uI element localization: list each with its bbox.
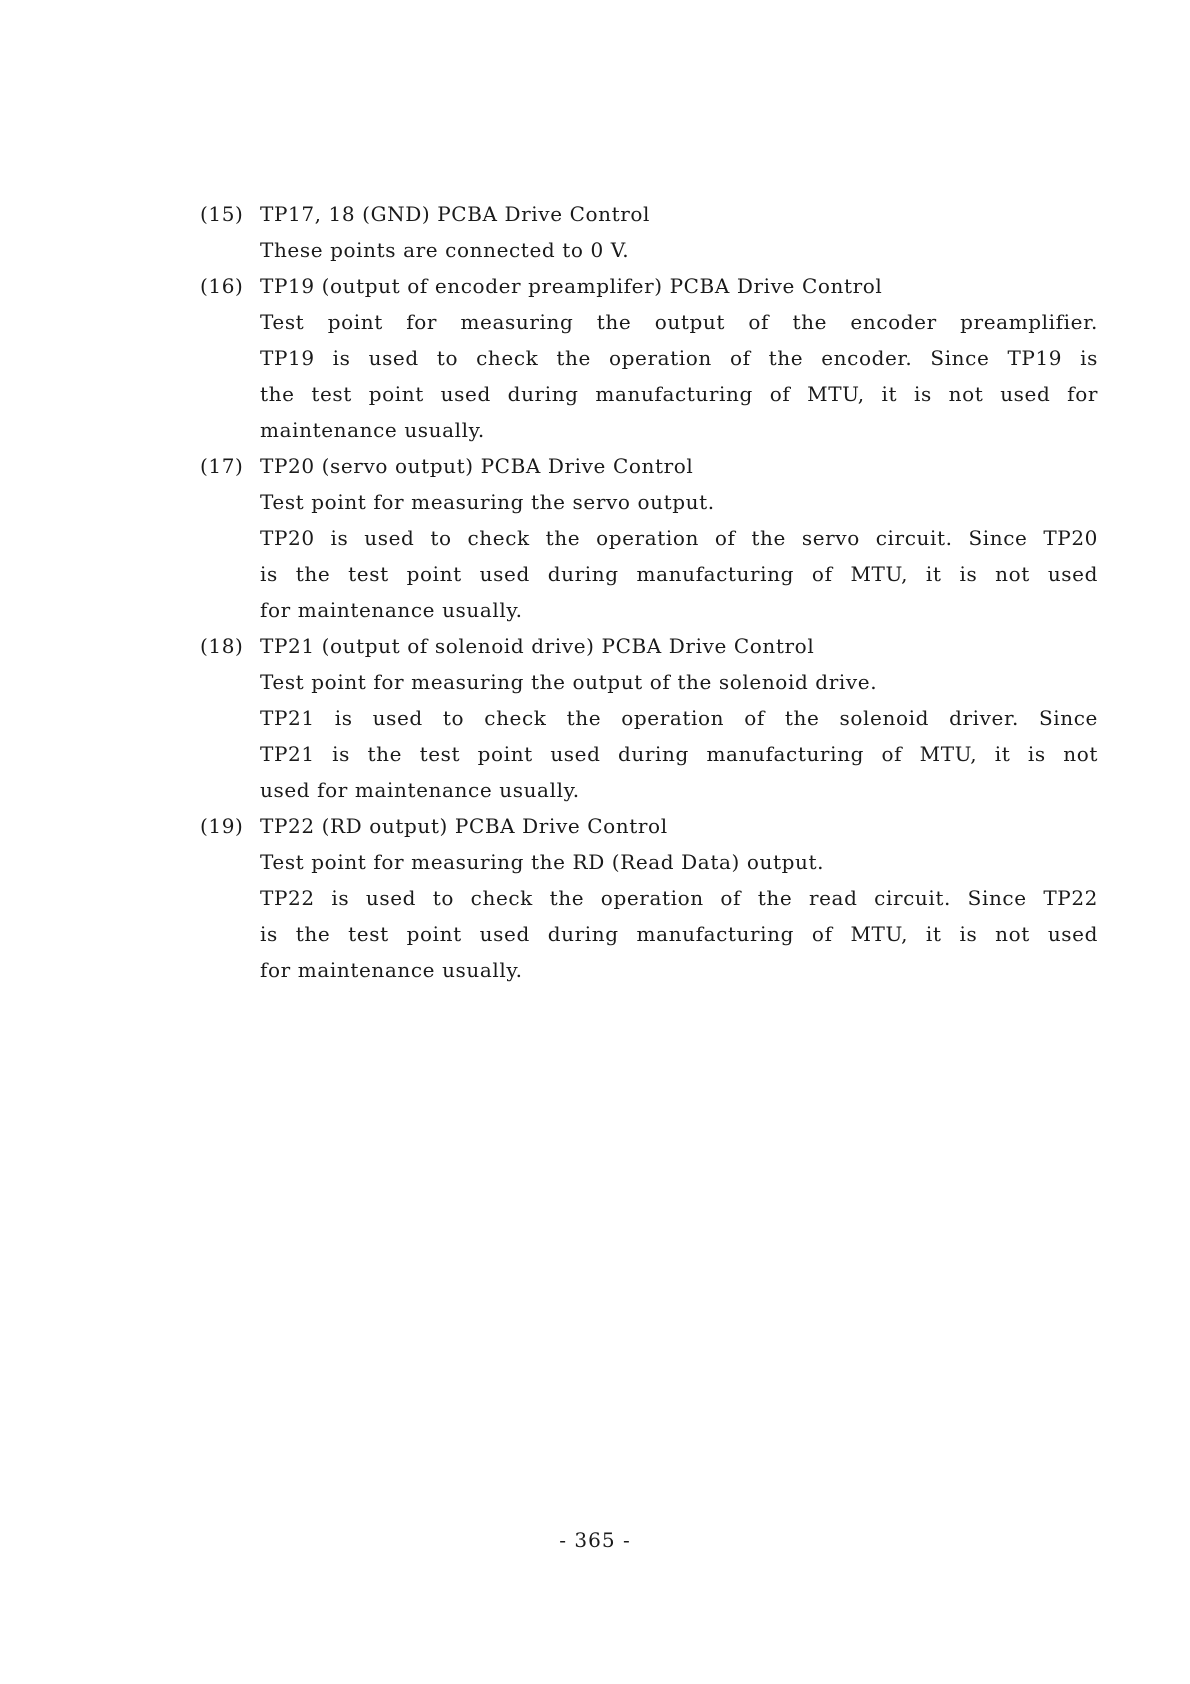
- item-heading: TP20 (servo output) PCBA Drive Control: [260, 454, 694, 478]
- body-line: Test point for measuring the output of the solenoid drive.: [260, 670, 878, 694]
- list-item-15: [200, 196, 1100, 268]
- item-heading: TP22 (RD output) PCBA Drive Control: [260, 814, 668, 838]
- body-line: maintenance usually.: [260, 418, 485, 442]
- list-item-17: [200, 448, 1100, 628]
- item-body: [260, 664, 1100, 808]
- item-number: (19): [200, 814, 244, 838]
- page-number: - 365 -: [559, 1528, 631, 1552]
- item-body: [260, 844, 1100, 988]
- item-number: (16): [200, 274, 244, 298]
- body-line: These points are connected to 0 V.: [260, 238, 630, 262]
- body-line: for maintenance usually.: [260, 598, 523, 622]
- item-heading: TP21 (output of solenoid drive) PCBA Drive Control: [260, 634, 815, 658]
- body-line: Test point for measuring the RD (Read Data) output.: [260, 850, 825, 874]
- item-body: [260, 304, 1100, 448]
- list-item-18: [200, 628, 1100, 808]
- body-line: the test point used during manufacturing of MTU, it is not used for: [260, 382, 1098, 406]
- body-line: used for maintenance usually.: [260, 778, 580, 802]
- item-heading-row: [200, 268, 1100, 304]
- body-line: Test point for measuring the output of the encoder preamplifier.: [260, 310, 1098, 334]
- item-number: (18): [200, 634, 244, 658]
- body-line: TP21 is the test point used during manufacturing of MTU, it is not: [260, 742, 1098, 766]
- item-heading-row: [200, 196, 1100, 232]
- item-number: (17): [200, 454, 244, 478]
- body-line: TP21 is used to check the operation of the solenoid driver. Since: [260, 706, 1098, 730]
- item-number: (15): [200, 202, 244, 226]
- body-line: TP22 is used to check the operation of the read circuit. Since TP22: [260, 886, 1098, 910]
- body-line: is the test point used during manufacturing of MTU, it is not used: [260, 922, 1098, 946]
- list-item-19: [200, 808, 1100, 988]
- list-item-16: [200, 268, 1100, 448]
- item-heading-row: [200, 448, 1100, 484]
- body-line: for maintenance usually.: [260, 958, 523, 982]
- test-point-list: [200, 196, 1100, 988]
- item-heading: TP17, 18 (GND) PCBA Drive Control: [260, 202, 651, 226]
- item-body: [260, 484, 1100, 628]
- body-line: TP19 is used to check the operation of the encoder. Since TP19 is: [260, 346, 1098, 370]
- item-body: [260, 232, 1100, 268]
- item-heading: TP19 (output of encoder preamplifer) PCBA Drive Control: [260, 274, 883, 298]
- item-heading-row: [200, 628, 1100, 664]
- body-line: is the test point used during manufacturing of MTU, it is not used: [260, 562, 1098, 586]
- body-line: TP20 is used to check the operation of the servo circuit. Since TP20: [260, 526, 1098, 550]
- body-line: Test point for measuring the servo output.: [260, 490, 715, 514]
- item-heading-row: [200, 808, 1100, 844]
